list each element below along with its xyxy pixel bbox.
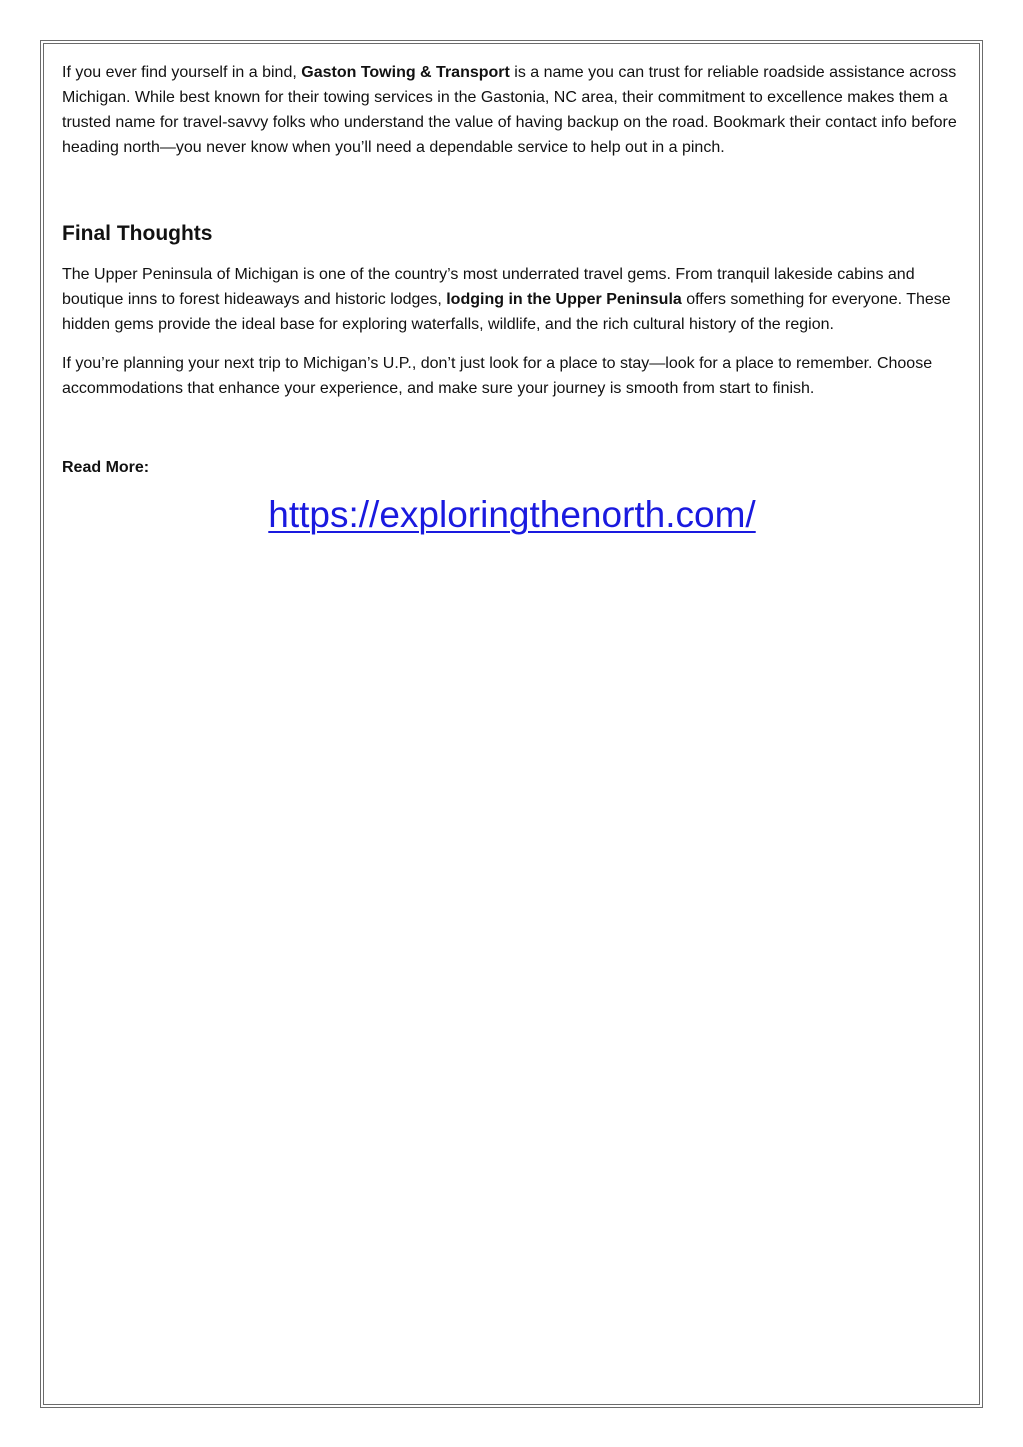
final-text-end: offers something for everyone. These hidden gems provide the ideal base for exploring waterfalls, wildlife, and the rich cultural history of the region. bbox=[62, 291, 951, 333]
company-name: Gaston Towing & Transport bbox=[301, 64, 510, 81]
link-container bbox=[62, 493, 962, 537]
document-body bbox=[62, 60, 962, 537]
website-link[interactable]: https://exploringthenorth.com/ bbox=[268, 494, 756, 535]
intro-text-start: If you ever find yourself in a bind, bbox=[62, 64, 302, 81]
final-thoughts-paragraph bbox=[62, 262, 962, 337]
intro-text-end: is a name you can trust for reliable roadside assistance across Michigan. While best known for their towing services in the Gastonia, NC area, their commitment to excellence makes them a trusted name for travel-savvy folks who understand the value of having backup on the road. Bookmark their contact info before heading north—you never know when you’ll need a dependable service to help out in a pinch. bbox=[62, 64, 957, 156]
read-more-label: Read More: bbox=[62, 459, 150, 476]
lodging-highlight: lodging in the Upper Peninsula bbox=[446, 291, 682, 308]
section-heading: Final Thoughts bbox=[62, 222, 213, 245]
planning-paragraph: If you’re planning your next trip to Michigan’s U.P., don’t just look for a place to stay—look for a place to remember. Choose accommodations that enhance your experience, and make sure your journey is smooth from start to finish. bbox=[62, 355, 933, 397]
intro-paragraph bbox=[62, 60, 962, 160]
final-text-start: The Upper Peninsula of Michigan is one of the country’s most underrated travel gems. From tranquil lakeside cabins and boutique inns to forest hideaways and historic lodges, bbox=[62, 266, 915, 308]
